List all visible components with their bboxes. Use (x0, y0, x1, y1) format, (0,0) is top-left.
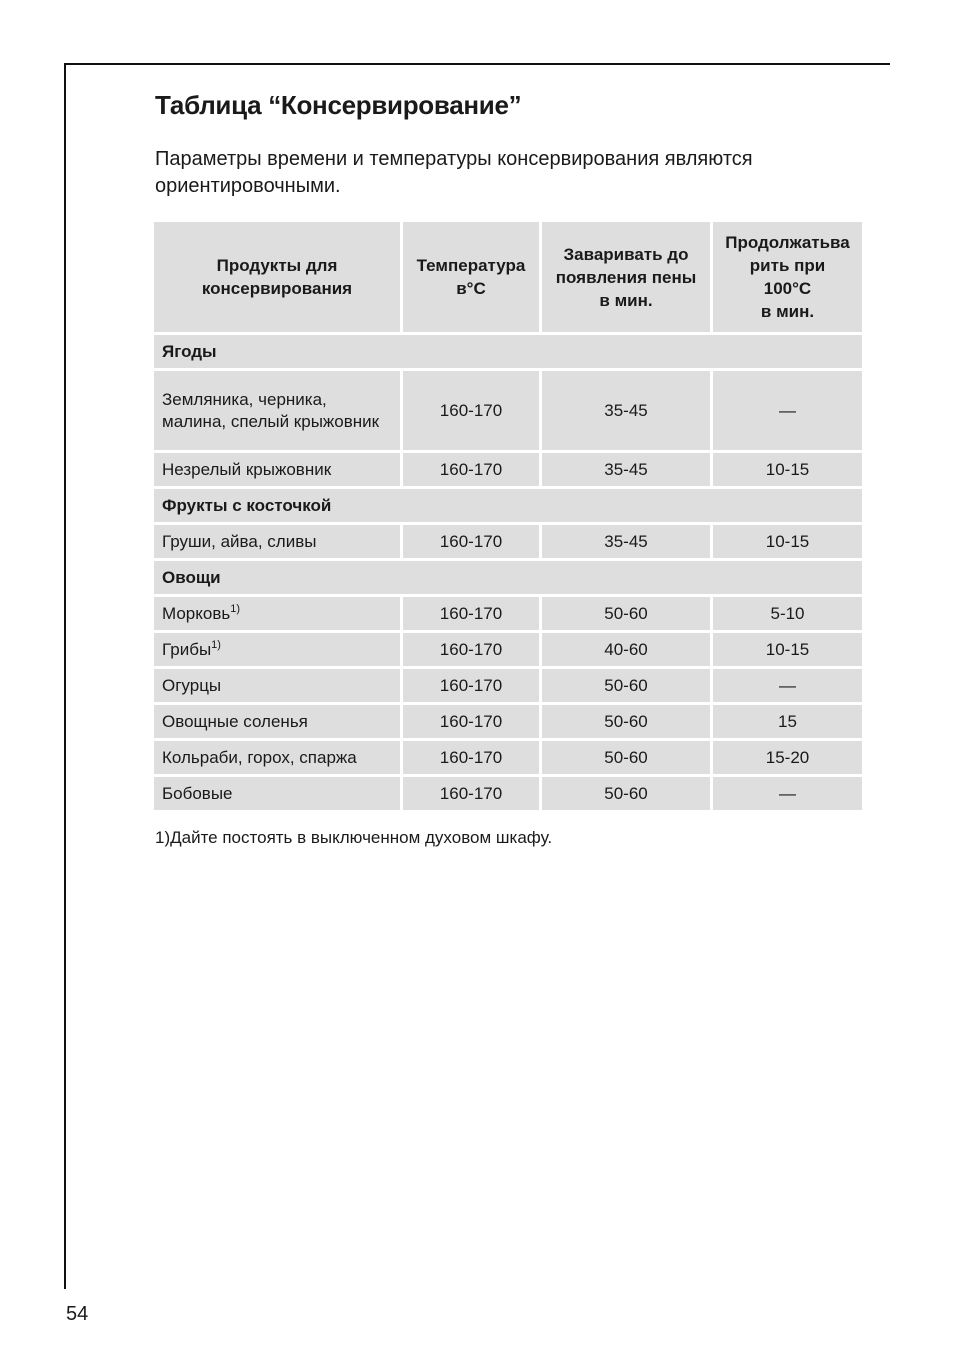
continue-time-cell: 10-15 (713, 633, 862, 666)
temperature-cell: 160-170 (403, 741, 539, 774)
temperature-cell: 160-170 (403, 705, 539, 738)
group-row-vegetables (154, 561, 862, 594)
page-number: 54 (66, 1303, 89, 1325)
product-cell: Овощные соленья (154, 705, 400, 738)
table-row (154, 741, 862, 774)
table-row (154, 597, 862, 630)
table-row (154, 777, 862, 810)
boil-time-cell: 50-60 (542, 597, 710, 630)
boil-time-cell: 50-60 (542, 705, 710, 738)
temperature-cell: 160-170 (403, 371, 539, 450)
footnote-marker: 1) (230, 602, 241, 615)
continue-time-cell: 10-15 (713, 453, 862, 486)
footnote: 1)Дайте постоять в выключенном духовом шкафу. (155, 828, 553, 847)
continue-time-cell: — (713, 669, 862, 702)
table-row (154, 633, 862, 666)
table-header-row (154, 222, 862, 332)
continue-time-cell: 15 (713, 705, 862, 738)
continue-time-cell: — (713, 777, 862, 810)
left-rule (64, 63, 66, 1289)
product-cell: Бобовые (154, 777, 400, 810)
top-rule (64, 63, 890, 65)
boil-time-cell: 40-60 (542, 633, 710, 666)
table-row (154, 705, 862, 738)
continue-time-cell: 15-20 (713, 741, 862, 774)
group-row-stone-fruits (154, 489, 862, 522)
table-row (154, 669, 862, 702)
boil-time-cell: 35-45 (542, 371, 710, 450)
product-cell: Грибы$^{1)}$ (154, 633, 400, 666)
page-title: Таблица “Консервирование” (155, 90, 522, 120)
temperature-cell: 160-170 (403, 525, 539, 558)
group-row-berries (154, 335, 862, 368)
boil-time-cell: 35-45 (542, 453, 710, 486)
table-row (154, 453, 862, 486)
group-label: Овощи (154, 561, 862, 594)
header-continue-time: Продолжатьва рить при 100°C в мин. (713, 222, 862, 332)
boil-time-cell: 35-45 (542, 525, 710, 558)
continue-time-cell: 10-15 (713, 525, 862, 558)
temperature-cell: 160-170 (403, 633, 539, 666)
preservation-table (151, 219, 865, 813)
product-cell: Кольраби, горох, спаржа (154, 741, 400, 774)
boil-time-cell: 50-60 (542, 741, 710, 774)
header-products: Продукты для консервирования (154, 222, 400, 332)
product-cell: Огурцы (154, 669, 400, 702)
continue-time-cell: 5-10 (713, 597, 862, 630)
group-label: Фрукты с косточкой (154, 489, 862, 522)
temperature-cell: 160-170 (403, 669, 539, 702)
boil-time-cell: 50-60 (542, 777, 710, 810)
header-temperature: Температура в°C (403, 222, 539, 332)
product-cell: Незрелый крыжовник (154, 453, 400, 486)
table-row (154, 371, 862, 450)
table-row (154, 525, 862, 558)
continue-time-cell: — (713, 371, 862, 450)
temperature-cell: 160-170 (403, 777, 539, 810)
boil-time-cell: 50-60 (542, 669, 710, 702)
footnote-marker: 1) (211, 638, 221, 651)
product-cell: Земляника, черника, малина, спелый крыжовник (154, 371, 400, 450)
product-cell: Морковь$^{1)}$ (154, 597, 400, 630)
temperature-cell: 160-170 (403, 453, 539, 486)
header-boil-time: Заваривать до появления пены в мин. (542, 222, 710, 332)
product-cell: Груши, айва, сливы (154, 525, 400, 558)
temperature-cell: 160-170 (403, 597, 539, 630)
group-label: Ягоды (154, 335, 862, 368)
intro-text: Параметры времени и температуры консервирования являются ориентировочными. (155, 148, 753, 197)
